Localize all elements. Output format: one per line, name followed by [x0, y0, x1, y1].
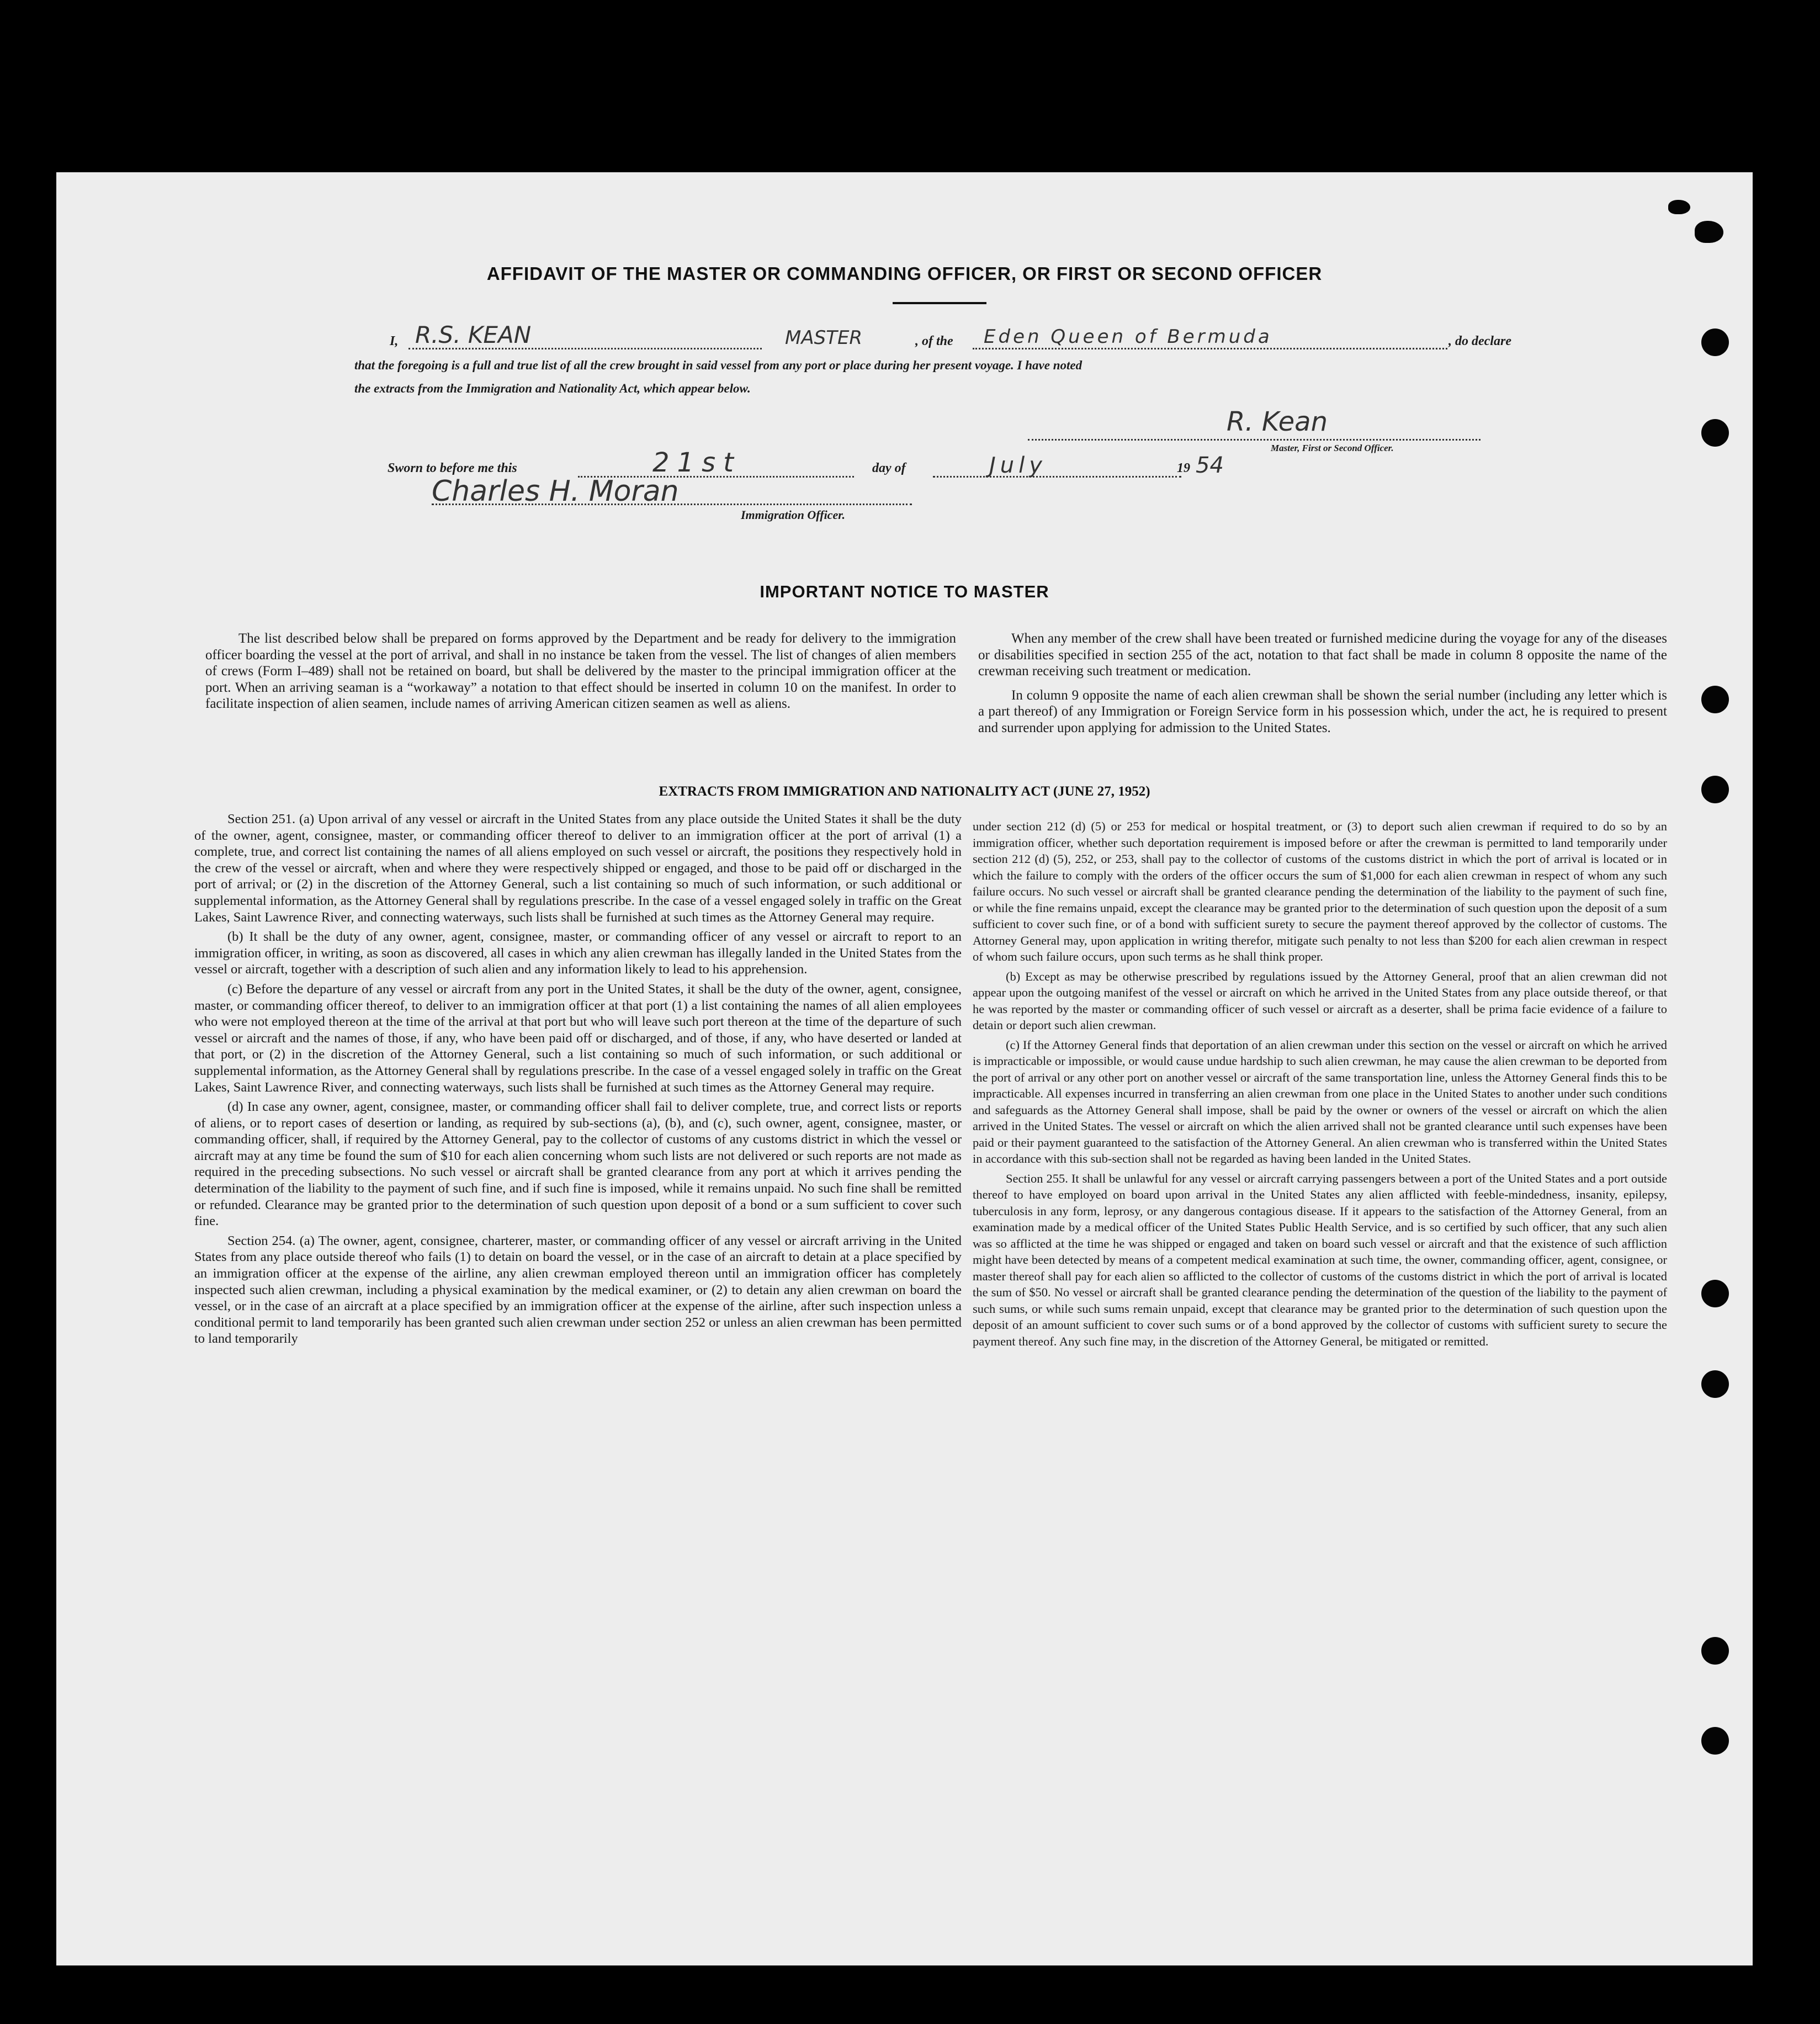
sworn-label: Sworn to before me this [388, 461, 517, 475]
act-section-254c: (c) If the Attorney General finds that deportation of an alien crewman under this section on the vessel or aircraft on which he arrived is impracticable or impossible, or would cause undue hardship to such alien crewman, he may cause the alien crewman to be deported from the port of arrival or any other port on another vessel or aircraft of the same transportation line, unless the Attorney General finds this to be impracticable. All expenses incurred in transferring an alien crewman from one place in the United States to another under such conditions and safeguards as the Attorney General shall impose, shall be paid by the owner or owners of the vessel or aircraft on which the alien arrived in the United States. The vessel or aircraft on which the alien arrived shall not be granted clearance until such expenses have been paid or their payment guaranteed to the satisfaction of the Attorney General. An alien crewman who is transferred within the United States in accordance with this sub-section shall not be regarded as having been landed in the United States. [973, 1037, 1667, 1165]
declaration-line-2: that the foregoing is a full and true list of all the crew brought in said vessel from any port or place during her present voyage. I have noted [354, 358, 1083, 372]
title-divider [893, 302, 986, 304]
punch-hole [1701, 1637, 1729, 1665]
master-caption: Master, First or Second Officer. [1271, 443, 1394, 453]
punch-hole [1701, 419, 1729, 447]
sworn-month-line [933, 476, 1181, 478]
master-signature: R. Kean [1227, 406, 1328, 437]
master-name-handwriting: R.S. KEAN [415, 321, 532, 348]
notice-paragraph: The list described below shall be prepared on forms approved by the Department and be ready for delivery to the immigration officer boarding the vessel at the port of arrival, and shall in no instance be taken from the vessel. The list of changes of alien members of crews (Form I–489) shall not be retained on board, but shall be delivered by the master to the principal immigration officer at the port. When an arriving seaman is a “workaway” a notation to that effect should be inserted in column 10 on the manifest. In order to facilitate inspection of alien seamen, include names of arriving American citizen seamen as well as aliens. [205, 631, 956, 711]
punch-hole [1701, 328, 1729, 356]
officer-signature-line [432, 504, 912, 505]
ink-blot [1695, 221, 1723, 243]
do-declare-label: , do declare [1448, 334, 1511, 348]
officer-caption: Immigration Officer. [741, 508, 846, 522]
day-of-label: day of [872, 461, 906, 475]
act-section-251a: Section 251. (a) Upon arrival of any vessel or aircraft in the United States from any place outside the United States it shall be the duty of the owner, agent, consignee, master, or commanding officer thereof to deliver to an immigration officer at the port of arrival (1) a complete, true, and correct list containing the names of all aliens employed on such vessel or aircraft, the positions they respectively hold in the crew of the vessel or aircraft, when and where they were respectively shipped or engaged, and those to be paid off or discharged in the port of arrival; or (2) in the discretion of the Attorney General, such a list containing so much of such information, or such additional or supplemental information, as the Attorney General shall by regulations prescribe. In the case of a vessel engaged solely in traffic on the Great Lakes, Saint Lawrence River, and connecting waterways, such lists shall be furnished at such times as the Attorney General may require. [194, 812, 962, 925]
act-section-254a-cont: under section 212 (d) (5) or 253 for medical or hospital treatment, or (3) to deport such alien crewman if required to do so by an immigration officer, whether such deportation requirement is imposed before or after the crewman is permitted to land temporarily under section 212 (d) (5), 252, or 253, shall pay to the collector of customs of the customs district in which the port of arrival is located or in which the failure to comply with the orders of the officer occurs the sum of $1,000 for each alien crewman in respect of whom any such failure occurs. No such vessel or aircraft shall be granted clearance pending the determination of the liability to the payment of such fine, or while the fine remains unpaid, except the clearance may be granted prior to the determination of such question upon the deposit of a sum sufficient to cover such fine, or of a bond with sufficient surety to secure the payment thereof approved by the collector of customs. The Attorney General may, upon application in writing therefor, mitigate such penalty to not less than $200 for each alien crewman in respect of whom such failure occurs, upon such terms as he shall think proper. [973, 819, 1667, 963]
act-section-255: Section 255. It shall be unlawful for any vessel or aircraft carrying passengers between a port of the United States and a port outside thereof to have employed on board upon arrival in the United States any alien afflicted with feeble-mindedness, insanity, epilepsy, tuberculosis in any form, leprosy, or any dangerous contagious disease. If it appears to the satisfaction of the Attorney General, from an examination made by a medical officer of the United States Public Health Service, and is so certified by such officer, that any such alien was so afflicted at the time he was shipped or engaged and taken on board such vessel or aircraft and that the existence of such affliction might have been detected by means of a competent medical examination at such time, the owner, commanding officer, agent, consignee, or master thereof shall pay for each alien so afflicted to the collector of customs of the customs district in which the port of arrival is located the sum of $50. No vessel or aircraft shall be granted clearance pending the determination of the question of the liability to the payment of such sums, or while such sums remain unpaid, except that clearance may be granted prior to the determination of such question upon the deposit of an amount sufficient to cover such sums or of a bond approved by the collector of customs with sufficient surety to secure the payment thereof. Any such fine may, in the discretion of the Attorney General, be mitigated or remitted. [973, 1171, 1667, 1348]
punch-hole [1701, 1280, 1729, 1307]
affidavit-page [56, 172, 1753, 1965]
affidavit-title: AFFIDAVIT OF THE MASTER OR COMMANDING OFFICER, OR FIRST OR SECOND OFFICER [486, 263, 1323, 284]
ink-blot [1668, 200, 1690, 214]
vessel-handwriting: Eden Queen of Bermuda [984, 326, 1272, 348]
sworn-month-handwriting: July [989, 453, 1047, 478]
rank-handwriting: MASTER [785, 327, 863, 349]
vessel-field-line [973, 348, 1447, 349]
punch-hole [1701, 1727, 1729, 1755]
extracts-left-column [194, 811, 962, 1347]
notice-heading: IMPORTANT NOTICE TO MASTER [760, 582, 1049, 601]
act-section-251d: (d) In case any owner, agent, consignee, master, or commanding officer shall fail to deliver complete, true, and correct lists or reports of aliens, or to report cases of desertion or landing, as required by sub-sections (a), (b), and (c), such owner, agent, consignee, master, or commanding officer, shall, if required by the Attorney General, pay to the collector of customs of any customs district in which the vessel or aircraft may at any time be found the sum of $10 for each alien concerning whom such lists are not delivered or such reports are not made as required in the preceding subsections. No such vessel or aircraft shall be granted clearance from any port at which it arrives pending the determination of the liability to the payment of such fine, and if such fine is imposed, while it remains unpaid. No such fine shall be remitted or refunded. Clearance may be granted prior to the determination of such question upon deposit of a bond or a sum sufficient to cover such fine. [194, 1099, 962, 1229]
extracts-heading: EXTRACTS FROM IMMIGRATION AND NATIONALITY ACT (JUNE 27, 1952) [659, 784, 1150, 799]
notice-right-column [978, 630, 1667, 736]
act-section-251c: (c) Before the departure of any vessel or aircraft from any port in the United States, it shall be the duty of the owner, agent, consignee, master, or commanding officer thereof, to deliver to an immigration officer at that port (1) a list containing the names of all alien employees who were not employed thereon at the time of the arrival at that port but who will leave such port thereon at the time of the departure of such vessel or aircraft and the names of those, if any, who have been paid off or discharged, and of those, if any, who have deserted or landed at that port, or (2) in the discretion of the Attorney General, such a list containing so much of such information, or such additional or supplemental information, as the Attorney General shall by regulations prescribe. In the case of a vessel engaged solely in traffic on the Great Lakes, Saint Lawrence River, and connecting waterways, such lists shall be furnished at such times as the Attorney General may require. [194, 981, 962, 1095]
act-section-254a: Section 254. (a) The owner, agent, consignee, charterer, master, or commanding officer of any vessel or aircraft arriving in the United States from any place outside thereof who fails (1) to detain on board the vessel, or in the case of an aircraft to detain at a place specified by an immigration officer at the expense of the airline, any alien crewman employed thereon until an immigration officer has completely inspected such alien crewman, including a physical examination by the medical examiner, or (2) to detain any alien crewman on board the vessel, or in the case of an aircraft at a place specified by an immigration officer at the expense of the airline, after such inspection unless a conditional permit to land temporarily has been granted such alien crewman under section 252 or unless an alien crewman has been permitted to land temporarily [194, 1233, 962, 1347]
punch-hole [1701, 1370, 1729, 1398]
of-the-label: , of the [915, 334, 953, 348]
year-handwriting: 54 [1196, 453, 1224, 478]
declaration-line-3: the extracts from the Immigration and Nationality Act, which appear below. [354, 382, 751, 395]
immigration-officer-signature: Charles H. Moran [432, 475, 679, 508]
notice-paragraph: When any member of the crew shall have been treated or furnished medicine during the voyage for any of the diseases or disabilities specified in section 255 of the act, notation to that fact shall be made in column 8 opposite the name of the crewman receiving such treatment or medication. [978, 631, 1667, 679]
notice-left-column [205, 630, 956, 712]
extracts-right-column [973, 818, 1667, 1349]
punch-hole [1701, 686, 1729, 713]
act-section-254b: (b) Except as may be otherwise prescribed by regulations issued by the Attorney General, proof that an alien crewman did not appear upon the outgoing manifest of the vessel or aircraft on which he arrived in the United States from any place outside thereof, or that he was reported by the master or commanding officer of such vessel or aircraft as a deserter, shall be prima facie evidence of a failure to detain or deport such alien crewman. [973, 969, 1667, 1032]
sworn-day-handwriting: 21st [652, 447, 741, 478]
declaration-i: I, [390, 334, 399, 348]
master-signature-line [1028, 439, 1481, 441]
act-section-251b: (b) It shall be the duty of any owner, agent, consignee, master, or commanding officer of any vessel or aircraft to report to an immigration officer, in writing, as soon as discovered, all cases in which any alien crewman has illegally landed in the United States from the vessel or aircraft, together with a description of such alien and any information likely to lead to his apprehension. [194, 929, 962, 977]
year-prefix: 19 [1177, 461, 1190, 475]
notice-paragraph: In column 9 opposite the name of each alien crewman shall be shown the serial number (including any letter which is a part thereof) of any Immigration or Foreign Service form in his possession which, under the act, he is required to present and surrender upon applying for admission to the United States. [978, 687, 1667, 735]
